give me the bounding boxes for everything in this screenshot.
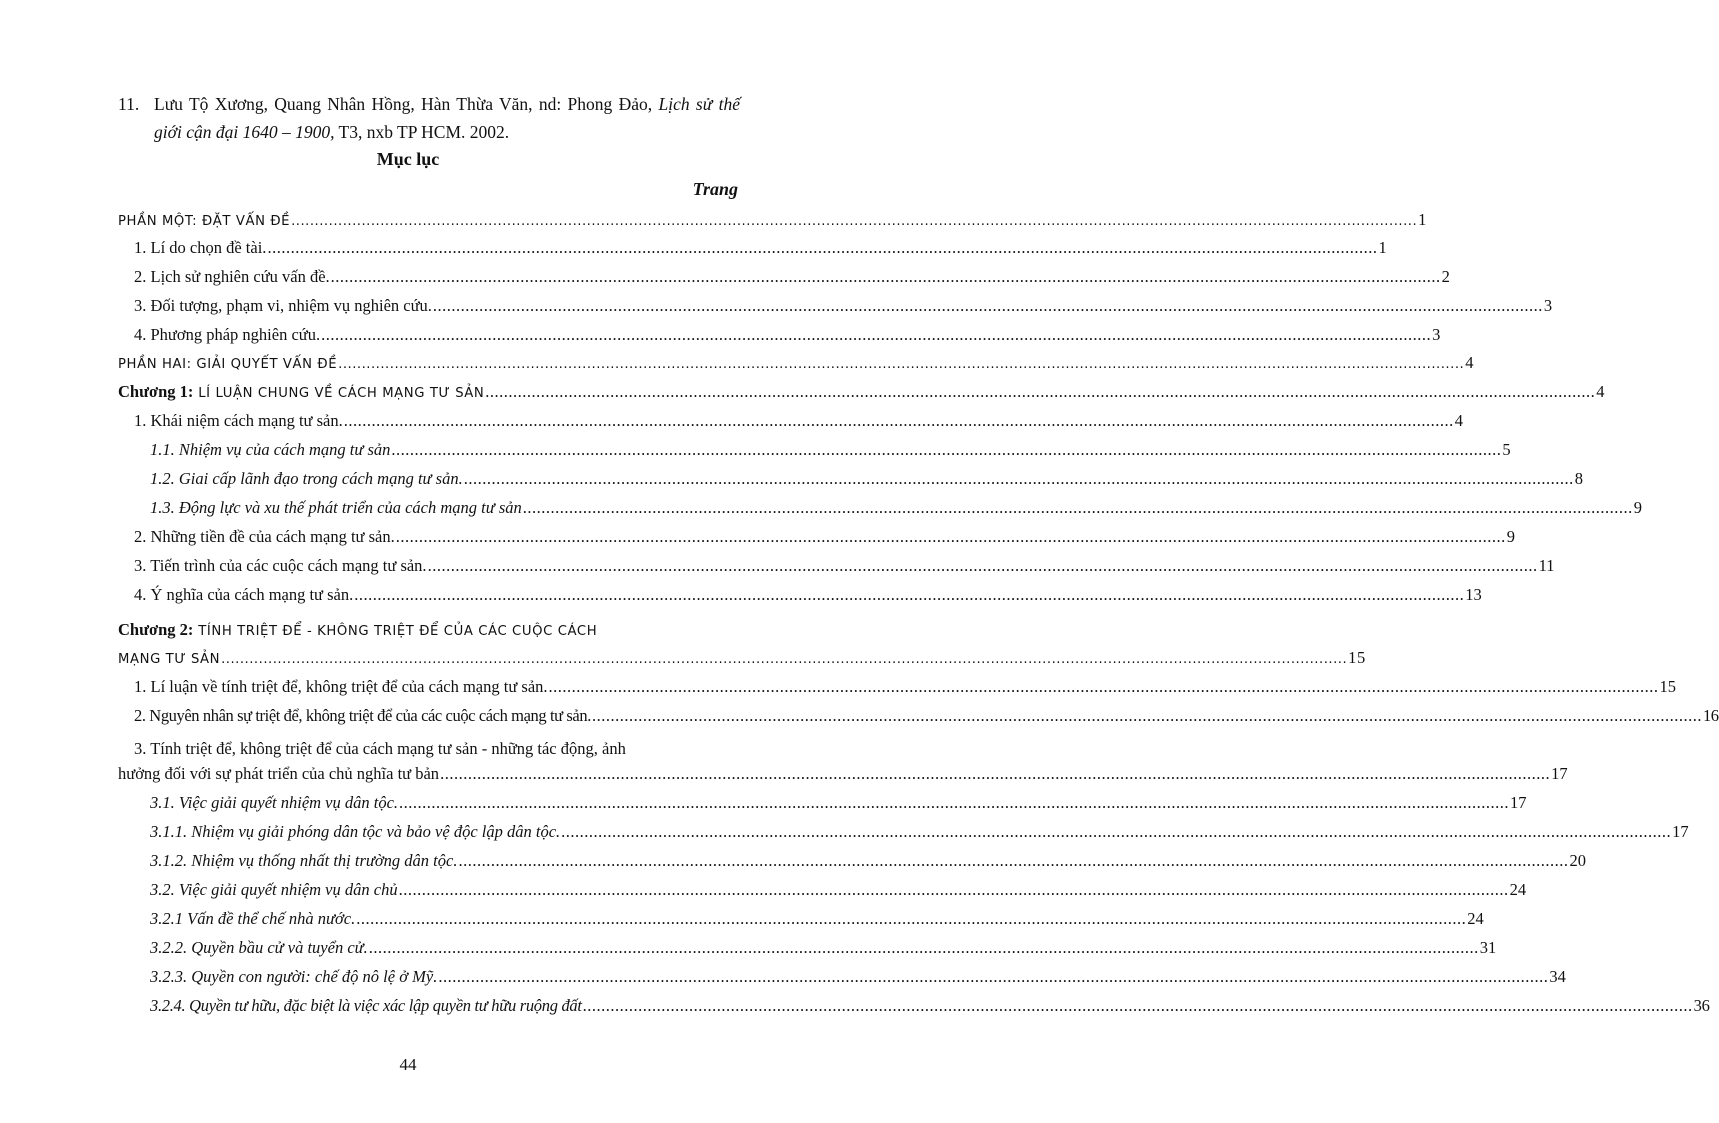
toc-entry-part-one[interactable]: PHẦN MỘT: ĐẶT VẤN ĐỀ ................................................................................................................................................................................................................................................ 1 xyxy=(118,210,1428,229)
toc-entry-1-1-3[interactable]: 1.3. Động lực và xu thế phát triển của cách mạng tư sản ................................................................................................................................................................................................................................................ 9 xyxy=(150,498,1643,517)
toc-title: Mục lục xyxy=(376,149,440,169)
toc-entry-1-1-1[interactable]: 1.1. Nhiệm vụ của cách mạng tư sản ................................................................................................................................................................................................................................................ 5 xyxy=(150,440,1511,459)
toc-entry-2-3-2-4[interactable]: 3.2.4. Quyền tư hữu, đặc biệt là việc xác lập quyền tư hữu ruộng đất ................................................................................................................................................................................................................................................ 36 xyxy=(150,996,1710,1015)
toc-entry-3[interactable]: 3. Đối tượng, phạm vi, nhiệm vụ nghiên cứu. ................................................................................................................................................................................................................................................ 3 xyxy=(134,296,1553,315)
reference-number: 11. xyxy=(118,94,140,114)
toc-entry-1-1-2[interactable]: 1.2. Giai cấp lãnh đạo trong cách mạng tư sản. ................................................................................................................................................................................................................................................ 8 xyxy=(150,469,1583,488)
toc-entry-4[interactable]: 4. Phương pháp nghiên cứu. ................................................................................................................................................................................................................................................ 3 xyxy=(134,325,1441,344)
toc-entry-1-1[interactable]: 1. Khái niệm cách mạng tư sản. ................................................................................................................................................................................................................................................ 4 xyxy=(134,411,1463,430)
toc-entry-chapter-2-cont[interactable]: MẠNG TƯ SẢN ................................................................................................................................................................................................................................................ 15 xyxy=(118,648,1366,667)
toc-entry-2-3-2[interactable]: 3.2. Việc giải quyết nhiệm vụ dân chủ ................................................................................................................................................................................................................................................ 24 xyxy=(150,880,1527,899)
toc-entry-2-2[interactable]: 2. Nguyên nhân sự triệt để, không triệt để của các cuộc cách mạng tư sản. ................................................................................................................................................................................................................................................ 16 xyxy=(134,706,1719,725)
toc-entry-chapter-2[interactable]: Chương 2: TÍNH TRIỆT ĐỂ - KHÔNG TRIỆT ĐỂ CỦA CÁC CUỘC CÁCH xyxy=(118,620,598,639)
toc-entry-2-3-1[interactable]: 3.1. Việc giải quyết nhiệm vụ dân tộc. ................................................................................................................................................................................................................................................ 17 xyxy=(150,793,1527,812)
toc-entry-2-3-cont[interactable]: hưởng đối với sự phát triển của chủ nghĩa tư bản ................................................................................................................................................................................................................................................ 17 xyxy=(118,764,1568,783)
toc-entry-1-2[interactable]: 2. Những tiền đề của cách mạng tư sản. ................................................................................................................................................................................................................................................ 9 xyxy=(134,527,1515,546)
toc-entry-2-3-2-3[interactable]: 3.2.3. Quyền con người: chế độ nô lệ ở Mỹ. ................................................................................................................................................................................................................................................ 34 xyxy=(150,967,1566,986)
toc-entry-2-1[interactable]: 1. Lí luận về tính triệt để, không triệt để của cách mạng tư sản. ................................................................................................................................................................................................................................................ 15 xyxy=(134,677,1677,696)
reference-text: Lưu Tộ Xương, Quang Nhân Hồng, Hàn Thừa Văn, nd: Phong Đảo, Lịch sử thế giới cận đại 1640 – 1900, T3, nxb TP HCM. 2002. xyxy=(154,94,740,142)
page-number: 44 xyxy=(399,1055,417,1074)
page-column-label: Trang xyxy=(692,179,738,199)
toc-entry-2-3[interactable]: 3. Tính triệt để, không triệt để của cách mạng tư sản - những tác động, ảnh xyxy=(134,739,626,758)
reference-item xyxy=(118,90,740,146)
toc-entry-2-3-2-2[interactable]: 3.2.2. Quyền bầu cử và tuyển cử. ................................................................................................................................................................................................................................................ 31 xyxy=(150,938,1497,957)
toc-entry-part-two[interactable]: PHẦN HAI: GIẢI QUYẾT VẤN ĐỀ ................................................................................................................................................................................................................................................ 4 xyxy=(118,353,1475,372)
toc-entry-chapter-1[interactable]: Chương 1: LÍ LUẬN CHUNG VỀ CÁCH MẠNG TƯ SẢN ................................................................................................................................................................................................................................................ 4 xyxy=(118,382,1605,401)
toc-entry-2[interactable]: 2. Lịch sử nghiên cứu vấn đề. ................................................................................................................................................................................................................................................ 2 xyxy=(134,267,1450,286)
toc-entry-1-3[interactable]: 3. Tiến trình của các cuộc cách mạng tư sản. ................................................................................................................................................................................................................................................ 11 xyxy=(134,556,1555,575)
toc-entry-2-3-1-1[interactable]: 3.1.1. Nhiệm vụ giải phóng dân tộc và bảo vệ độc lập dân tộc. ................................................................................................................................................................................................................................................ 17 xyxy=(150,822,1689,841)
toc-entry-2-3-2-1[interactable]: 3.2.1 Vấn đề thể chế nhà nước. ................................................................................................................................................................................................................................................ 24 xyxy=(150,909,1484,928)
toc-entry-2-3-1-2[interactable]: 3.1.2. Nhiệm vụ thống nhất thị trường dân tộc. ................................................................................................................................................................................................................................................ 20 xyxy=(150,851,1586,870)
toc-entry-1[interactable]: 1. Lí do chọn đề tài. ................................................................................................................................................................................................................................................ 1 xyxy=(134,238,1387,257)
toc-entry-1-4[interactable]: 4. Ý nghĩa của cách mạng tư sản. ................................................................................................................................................................................................................................................ 13 xyxy=(134,585,1482,604)
